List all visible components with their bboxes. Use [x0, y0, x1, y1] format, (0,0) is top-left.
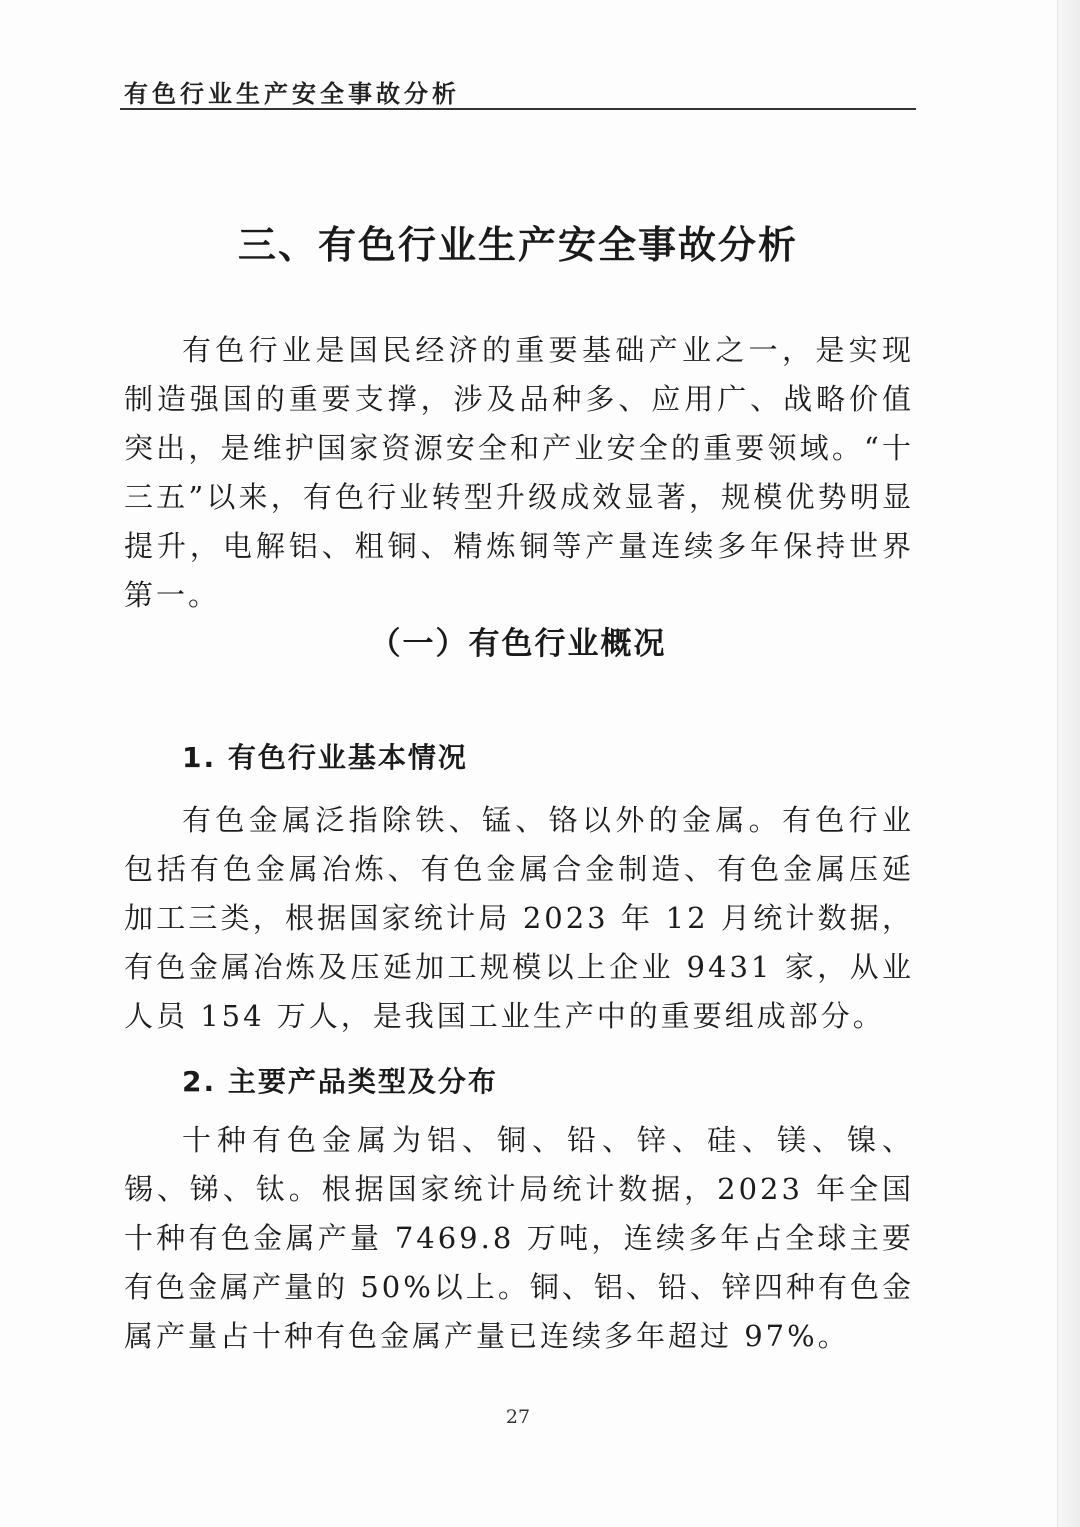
page-edge-shadow [1057, 0, 1080, 1527]
section-heading: （一）有色行业概况 [369, 626, 667, 662]
subsection-heading-1: 1. 有色行业基本情况 [182, 741, 468, 774]
chapter-title: 三、有色行业生产安全事故分析 [237, 223, 798, 267]
running-header: 有色行业生产安全事故分析 [124, 80, 460, 108]
intro-paragraph: 有色行业是国民经济的重要基础产业之一，是实现制造强国的重要支撑，涉及品种多、应用广、战略价值突出，是维护国家资源安全和产业安全的重要领域。“十三五”以来，有色行业转型升级成效显著，规模优势明显提升，电解铝、粗铜、精炼铜等产量连续多年保持世界第一。 [124, 333, 914, 612]
subsection-body-1: 有色金属泛指除铁、锰、铬以外的金属。有色行业包括有色金属冶炼、有色金属合金制造、有色金属压延加工三类，根据国家统计局 2023 年 12 月统计数据，有色金属冶炼及压延加工规模以上企业 9431 家，从业人员 154 万人，是我国工业生产中的重要组成部分。 [124, 803, 914, 1033]
subsection-body-2: 十种有色金属为铝、铜、铅、锌、硅、镁、镍、锡、锑、钛。根据国家统计局统计数据，2023 年全国十种有色金属产量 7469.8 万吨，连续多年占全球主要有色金属产量的 50%以上。铜、铝、铅、锌四种有色金属产量占十种有色金属产量已连续多年超过 97%。 [124, 1123, 914, 1353]
subsection-heading-2: 2. 主要产品类型及分布 [182, 1065, 498, 1098]
header-rule [120, 108, 916, 110]
page-number: 27 [505, 1406, 531, 1428]
